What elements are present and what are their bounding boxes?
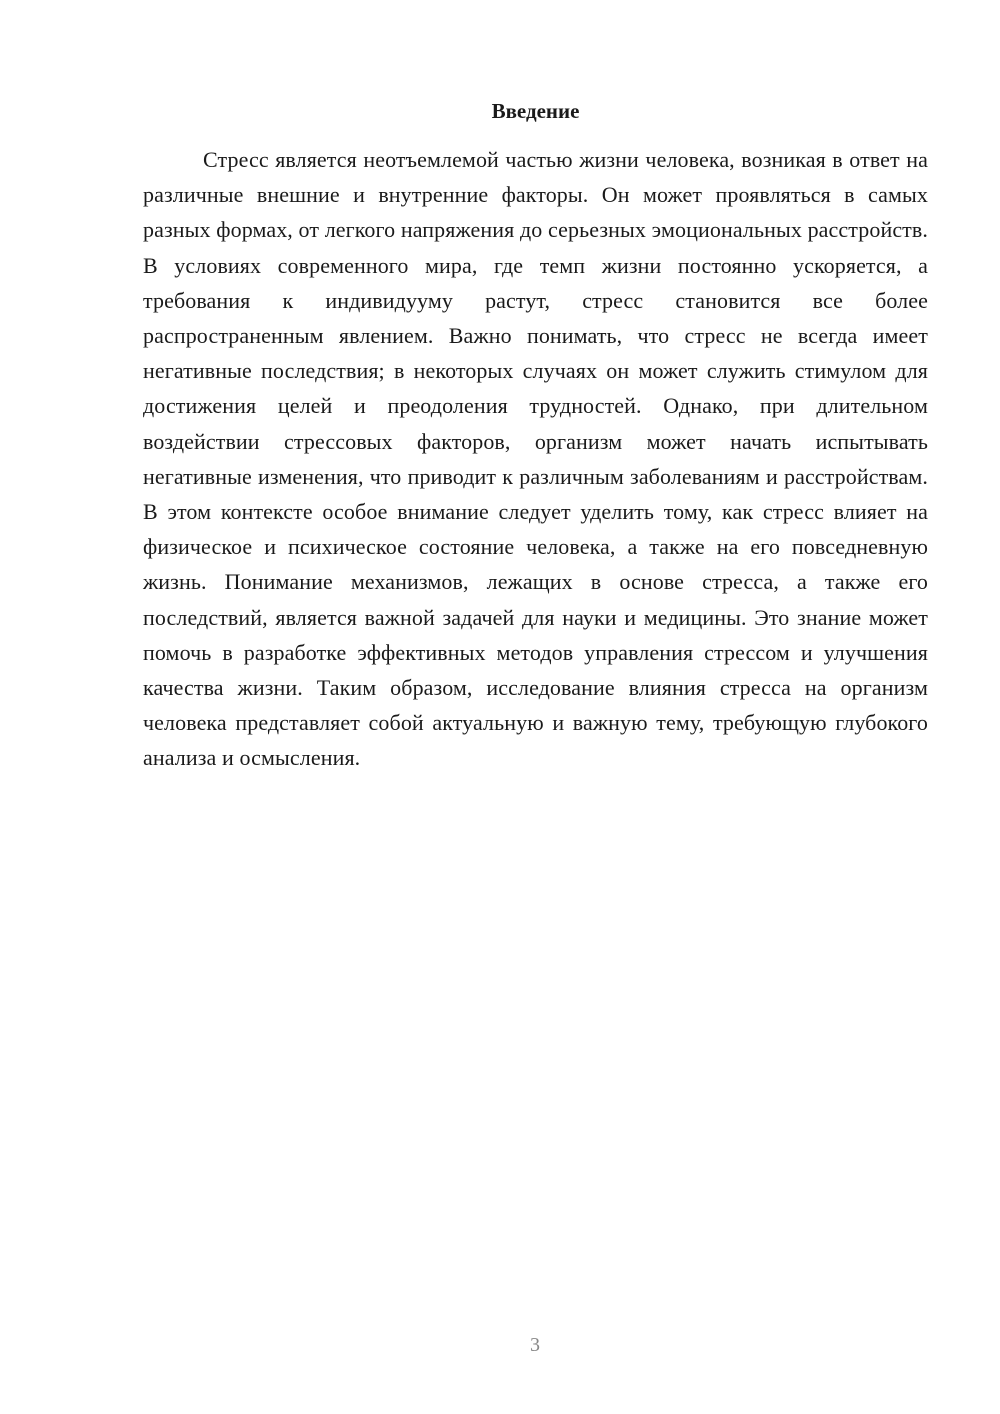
page-number: 3 xyxy=(530,1334,540,1356)
section-heading: Введение xyxy=(491,99,580,123)
body-paragraph: Стресс является неотъемлемой частью жизни человека, возникая в ответ на различные внешние и внутренние факторы. Он может проявляться в самых разных формах, от легкого напряжения до серьезных эмоциональных расстройств. В условиях современного мира, где темп жизни постоянно ускоряется, а требования к индивидууму растут, стресс становится все более распространенным явлением. Важно понимать, что стресс не всегда имеет негативные последствия; в некоторых случаях он может служить стимулом для достижения целей и преодоления трудностей. Однако, при длительном воздействии стрессовых факторов, организм может начать испытывать негативные изменения, что приводит к различным заболеваниям и расстройствам. В этом контексте особое внимание следует уделить тому, как стресс влияет на физическое и психическое состояние человека, а также на его повседневную жизнь. Понимание механизмов, лежащих в основе стресса, а также его последствий, является важной задачей для науки и медицины. Это знание может помочь в разработке эффективных методов управления стрессом и улучшения качества жизни. Таким образом, исследование влияния стресса на организм человека представляет собой актуальную и важную тему, требующую глубокого анализа и осмысления. xyxy=(143,147,928,771)
